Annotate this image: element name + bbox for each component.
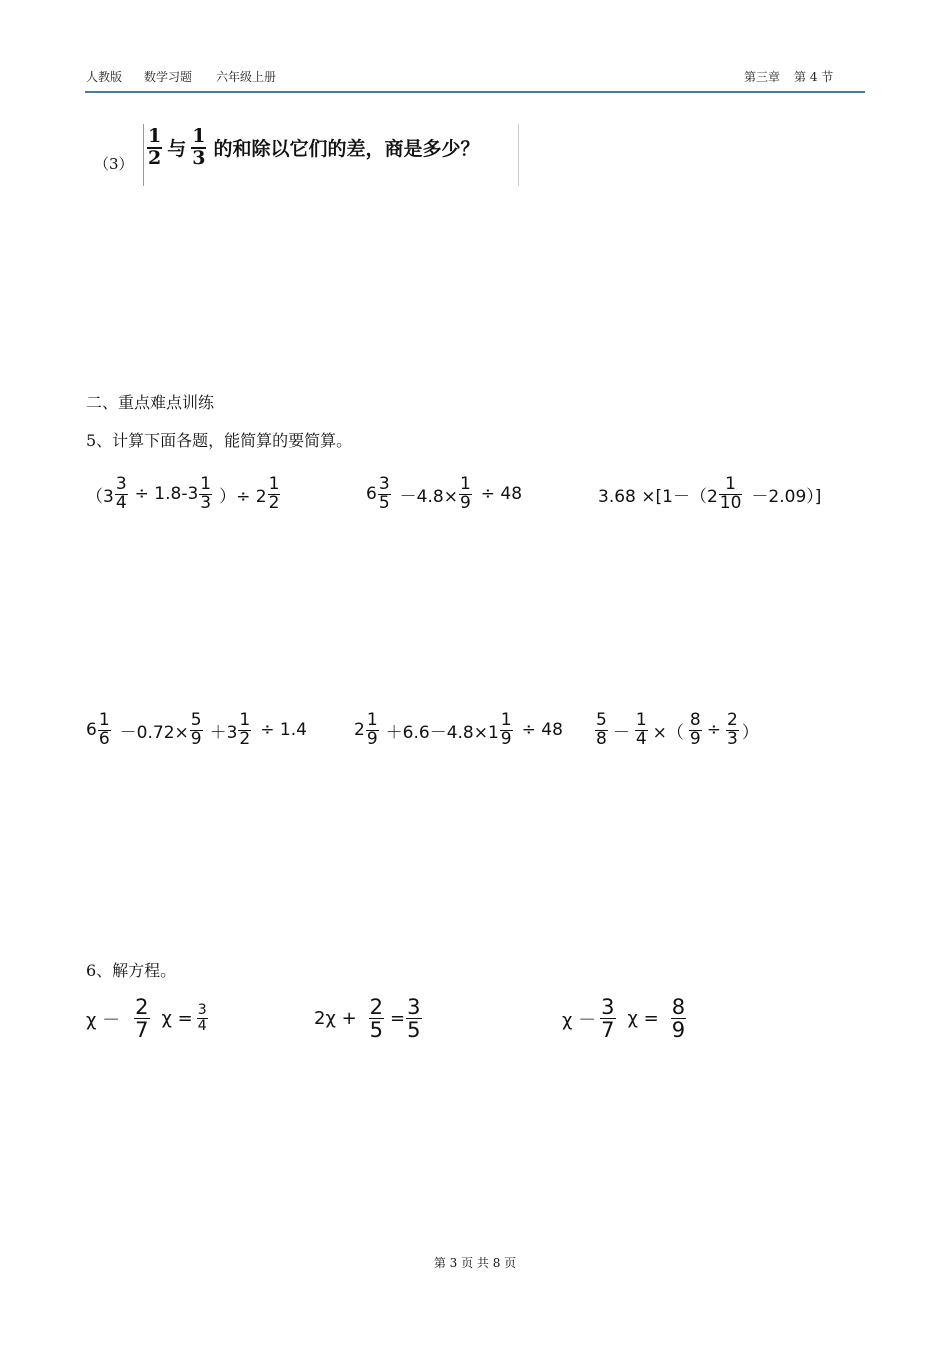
expr-1: （3 $\frac{3}{4}$ ÷ 1.8-3 $\frac{1}{3}$ ）÷ 2 $\frac{1}{2}$	[86, 474, 280, 513]
header-chapter: 第三章	[744, 70, 781, 84]
q3-fraction-1: $\frac{1}{2}$	[148, 125, 162, 169]
q6-title: 6、解方程。	[86, 961, 177, 980]
section-title: 二、重点难点训练	[86, 393, 215, 412]
equation-1: χ － $\frac{2}{7}$ χ = $\frac{3}{4}$	[86, 995, 207, 1043]
q5-title: 5、计算下面各题，能简算的要简算。	[86, 431, 353, 450]
q3-question	[146, 127, 480, 169]
page-footer: 第 3 页 共 8 页	[433, 1256, 517, 1270]
expr-2: 6 $\frac{3}{5}$ －4.8× $\frac{1}{9}$ ÷ 48	[366, 474, 523, 513]
q3-fraction-2: $\frac{1}{3}$	[192, 125, 206, 169]
q3-number: （3）	[94, 155, 134, 173]
header-rule	[85, 91, 865, 93]
q3-joiner: 与	[167, 138, 187, 161]
header-section: 第 4 节	[794, 70, 834, 84]
expr-4: 6 $\frac{1}{6}$ －0.72× $\frac{5}{9}$ ＋3 $\frac{1}{2}$ ÷ 1.4	[86, 710, 307, 749]
q3-text: 的和除以它们的差，商是多少？	[213, 138, 480, 161]
header-grade: 六年级上册	[216, 70, 277, 84]
expr-5: 2 $\frac{1}{9}$ ＋6.6－4.8×1 $\frac{1}{9}$ ÷ 48	[354, 710, 563, 749]
equation-3: χ － $\frac{3}{7}$ χ = $\frac{8}{9}$	[562, 995, 686, 1043]
header-publisher: 人教版	[86, 70, 123, 84]
equation-2: 2χ + $\frac{2}{5}$ = $\frac{3}{5}$	[314, 995, 421, 1043]
expr-6: $\frac{5}{8}$ － $\frac{1}{4}$ ×（ $\frac{8}{9}$ ÷ $\frac{2}{3}$ ）	[596, 710, 759, 749]
header-subject: 数学习题	[144, 70, 193, 84]
expr-3: 3.68 ×[1－（2 $\frac{1}{10}$ －2.09）]	[598, 474, 822, 513]
